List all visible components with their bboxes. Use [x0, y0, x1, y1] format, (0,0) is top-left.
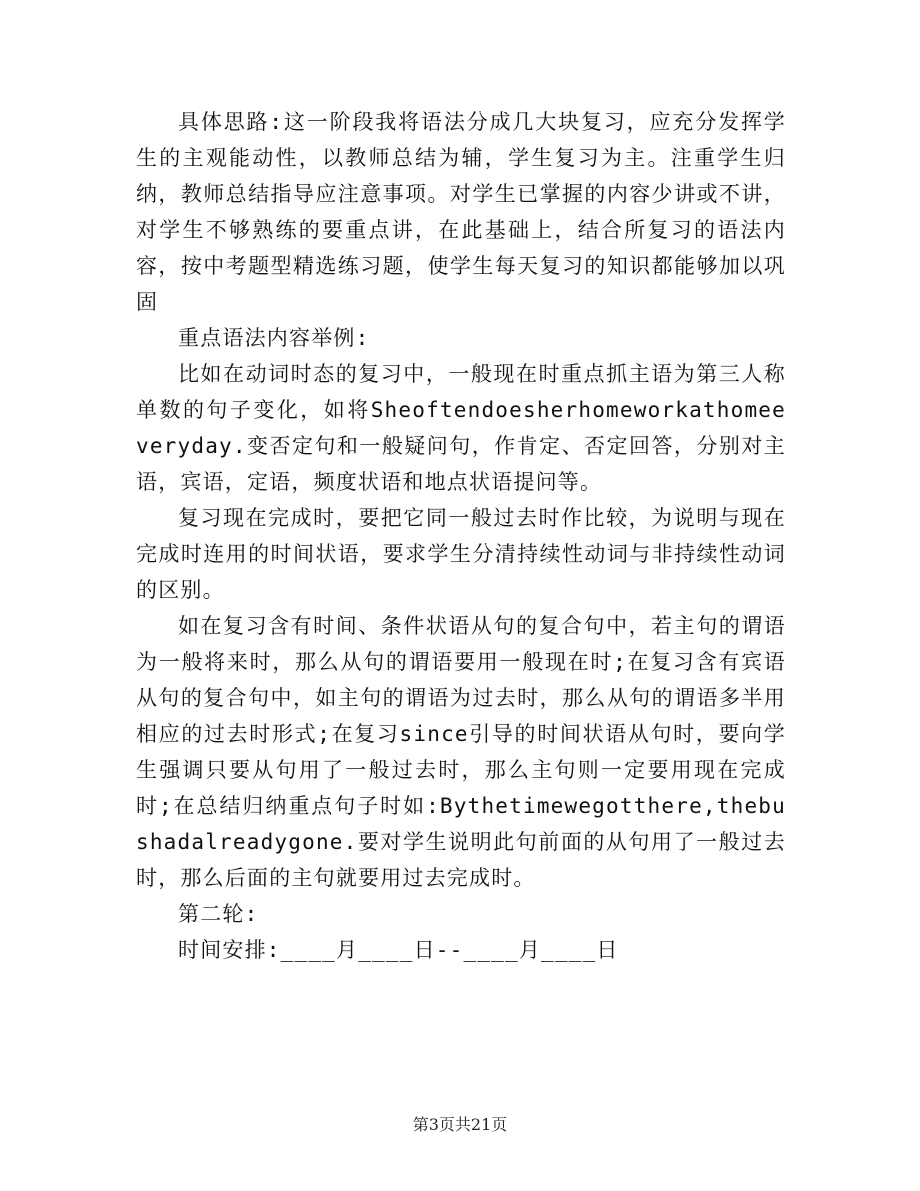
page-number-footer: 第3页共21页 — [412, 1115, 508, 1134]
paragraph-approach: 具体思路:这一阶段我将语法分成几大块复习，应充分发挥学生的主观能动性，以教师总结为辅，学生复习为主。注重学生归纳，教师总结指导应注意事项。对学生已掌握的内容少讲或不讲，对学生不够熟练的要重点讲，在此基础上，结合所复习的语法内容，按中考题型精选练习题，使学生每天复习的知识都能够加以巩固 — [136, 110, 786, 314]
paragraph-present-perfect: 复习现在完成时，要把它同一般过去时作比较，为说明与现在完成时连用的时间状语，要求学生分清持续性动词与非持续性动词的区别。 — [136, 506, 786, 602]
document-body — [136, 104, 786, 968]
paragraph-complex-sentences: 如在复习含有时间、条件状语从句的复合句中，若主句的谓语为一般将来时，那么从句的谓语要用一般现在时;在复习含有宾语从句的复合句中，如主句的谓语为过去时，那么从句的谓语多半用相应的过去时形式;在复习since引导的时间状语从句时，要向学生强调只要从句用了一般过去时，那么主句则一定要用现在完成时;在总结归纳重点句子时如:Bythetimewegotthere,thebushadalreadygone.要对学生说明此句前面的从句用了一般过去时，那么后面的主句就要用过去完成时。 — [136, 614, 786, 890]
paragraph-second-round: 第二轮: — [178, 902, 259, 926]
paragraph-schedule: 时间安排:____月____日--____月____日 — [178, 938, 619, 962]
paragraph-grammar-examples-heading: 重点语法内容举例: — [178, 326, 370, 350]
paragraph-verb-tense-example: 比如在动词时态的复习中，一般现在时重点抓主语为第三人称单数的句子变化，如将Sheoftendoesherhomeworkathomeeveryday.变否定句和一般疑问句，作肯定、否定回答，分别对主语，宾语，定语，频度状语和地点状语提问等。 — [136, 362, 786, 494]
